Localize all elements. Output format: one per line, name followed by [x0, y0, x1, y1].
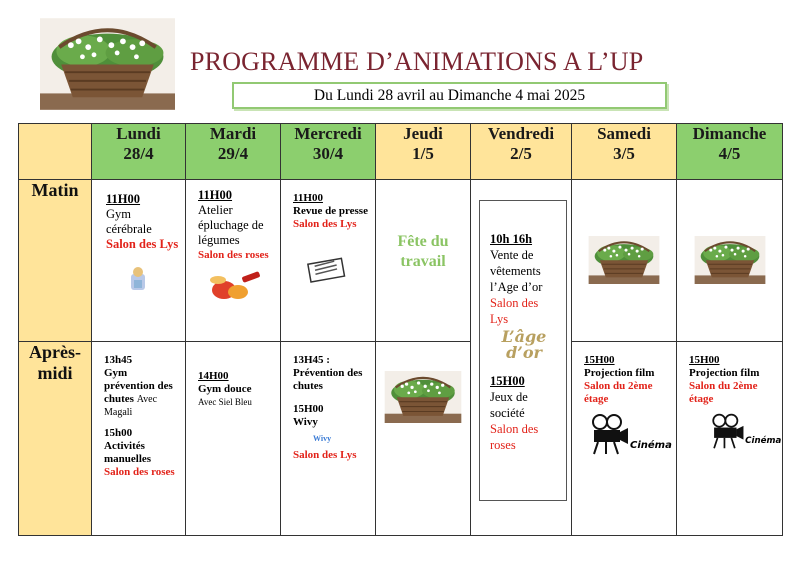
- cell-jeudi-apres-midi: [376, 342, 471, 536]
- activity-label: Projection film: [584, 367, 655, 379]
- wivy-logo: Wivy: [313, 434, 332, 443]
- page-title: PROGRAMME D’ANIMATIONS A L’UP: [190, 47, 644, 76]
- header-corner: [19, 124, 92, 180]
- cell-lundi-apres-midi: [92, 342, 186, 536]
- time-label: 11H00: [198, 188, 233, 202]
- activity-label: Gym prévention des chutes: [104, 367, 173, 405]
- newspaper-icon: [307, 257, 347, 281]
- activity-label: Gym douce: [198, 383, 252, 395]
- period-apres-midi: Après-midi: [19, 342, 92, 536]
- time-label: 11H00: [293, 192, 323, 204]
- place-label: Salon du 2ème étage: [584, 380, 653, 405]
- time-label-2: 15h00: [104, 427, 133, 439]
- time-label: 14H00: [198, 370, 229, 382]
- age-dor-logo: L’âge d’or: [501, 327, 547, 362]
- cinema-camera-icon: [707, 412, 782, 450]
- place-label: Salon des Lys: [490, 296, 539, 326]
- activity-label: Prévention des chutes: [293, 367, 363, 392]
- place-label-2: Salon des roses: [104, 466, 175, 478]
- schedule-table: [18, 123, 783, 536]
- place-label-2: Salon des Lys: [293, 449, 357, 461]
- time-label-2: 15H00: [490, 374, 525, 388]
- vendredi-frame: [479, 200, 567, 501]
- place-label: Salon des Lys: [293, 218, 357, 230]
- cell-jeudi-matin: [376, 180, 471, 342]
- time-label: 13H45 :: [293, 354, 330, 366]
- activity-label-2: Activités manuelles: [104, 440, 152, 465]
- activity-label: Vente de vêtements l’Age d’or: [490, 248, 543, 294]
- cell-dimanche-apres-midi: [677, 342, 783, 536]
- place-label: Salon des Lys: [106, 237, 179, 251]
- basket-photo: [586, 236, 662, 284]
- day-header-mercredi: Mercredi 30/4: [281, 124, 376, 180]
- time-label: 15H00: [689, 354, 720, 366]
- activity-label: Gym cérébrale: [106, 207, 152, 236]
- cell-samedi-apres-midi: [572, 342, 677, 536]
- cell-lundi-matin: [92, 180, 186, 342]
- time-label: 11H00: [106, 192, 141, 206]
- activity-label: Revue de presse: [293, 205, 368, 217]
- cell-vendredi: [471, 180, 572, 536]
- note-label: Avec Magali: [104, 394, 158, 418]
- day-header-dimanche: Dimanche 4/5: [677, 124, 783, 180]
- holiday-label: Fête du travail: [397, 233, 449, 270]
- period-matin: Matin: [19, 180, 92, 342]
- activity-label: Atelier épluchage de légumes: [198, 203, 264, 247]
- day-header-lundi: Lundi 28/4: [92, 124, 186, 180]
- cell-mercredi-matin: [281, 180, 376, 342]
- activity-label: Projection film: [689, 367, 760, 379]
- place-label: Salon du 2ème étage: [689, 380, 758, 405]
- time-label: 15H00: [584, 354, 615, 366]
- cell-dimanche-matin: [677, 180, 783, 342]
- date-range-banner: Du Lundi 28 avril au Dimanche 4 mai 2025: [232, 82, 667, 109]
- place-label: Salon des roses: [198, 249, 269, 261]
- cell-samedi-matin: [572, 180, 677, 342]
- cinema-label: Cinéma: [745, 436, 782, 447]
- basket-photo: [383, 371, 463, 423]
- vegetables-icon: [204, 266, 264, 302]
- note-label: Avec Siel Bleu: [198, 397, 252, 407]
- day-header-vendredi: Vendredi 2/5: [471, 124, 572, 180]
- time-label-2: 15H00: [293, 403, 324, 415]
- cinema-label: Cinéma: [630, 440, 672, 451]
- cell-mercredi-apres-midi: [281, 342, 376, 536]
- time-label: 10h 16h: [490, 232, 533, 246]
- brain-gym-icon: [126, 266, 150, 294]
- basket-photo: [692, 236, 768, 284]
- place-label-2: Salon des roses: [490, 422, 539, 452]
- activity-label-2: Wivy: [293, 416, 318, 428]
- day-header-mardi: Mardi 29/4: [186, 124, 281, 180]
- header-basket-photo: [40, 18, 175, 110]
- cell-mardi-apres-midi: [186, 342, 281, 536]
- day-header-jeudi: Jeudi 1/5: [376, 124, 471, 180]
- cinema-camera-icon: [586, 412, 672, 456]
- activity-label-2: Jeux de société: [490, 390, 528, 420]
- cell-mardi-matin: [186, 180, 281, 342]
- day-header-samedi: Samedi 3/5: [572, 124, 677, 180]
- time-label: 13h45: [104, 354, 133, 366]
